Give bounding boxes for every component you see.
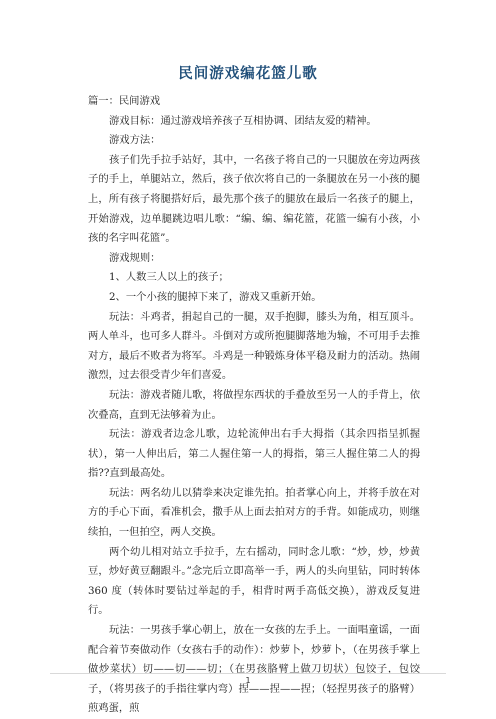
section-heading: 篇一：民间游戏 — [88, 95, 161, 107]
paragraph: 玩法：游戏者边念儿歌，边轮流伸出右手大拇指（其余四指呈抓握状），第一人伸出后，第二人握住第一人的拇指，第三人握住第二人的拇指??直到最高处。 — [88, 428, 420, 480]
paragraph: 游戏规则： — [109, 251, 161, 264]
document-body — [88, 92, 420, 719]
paragraph: 玩法：游戏者随儿歌，将做捏东西状的手叠放至另一人的手背上，依次叠高，直到无法够着为止。 — [88, 388, 420, 421]
paragraph: 游戏方法： — [109, 134, 161, 147]
paragraph: 玩法：一男孩手掌心朝上，放在一女孩的左手上。一面唱童谣，一面配合着节奏做动作（女孩右手的动作）：炒萝卜，炒萝卜，（在男孩手掌上做炒菜状）切——切——切；（在男孩胳臂上做刀切状）包饺子，包饺子，（将男孩子的手指往掌内弯）捏——捏——捏；（轻捏男孩子的胳臂）煎鸡蛋，煎 — [88, 624, 420, 715]
paragraph: 孩子们先手拉手站好，其中，一名孩子将自己的一只腿放在旁边两孩子的手上，单腿站立，然后，孩子依次将自己的一条腿放在另一小孩的腿上，所有孩子将腿搭好后，最先那个孩子的腿放在最后一名孩子的腿上，开始游戏，边单腿跳边唱儿歌：“编、编、编花篮，花篮一编有小孩，小孩的名字叫花篮”。 — [88, 153, 420, 245]
paragraph: 游戏目标：通过游戏培养孩子互相协调、团结友爱的精神。 — [109, 114, 377, 127]
paragraph: 1、人数三人以上的孩子； — [109, 271, 229, 284]
paragraph: 2、一个小孩的腿掉下来了，游戏又重新开始。 — [109, 290, 322, 303]
document-title: 民间游戏编花篮儿歌 — [178, 66, 318, 82]
paragraph: 玩法：斗鸡者，捐起自己的一腿，双手抱脚，膝头为角，相互顶斗。两人单斗，也可多人群斗。斗倒对方或所抱腿脚落地为输，不可用手去推对方，最后不败者为将军。斗鸡是一种锻炼身体平稳及耐力的活动。热闹激烈，过去很受青少年们喜爱。 — [88, 310, 420, 382]
page-number: 1 — [245, 676, 251, 685]
paragraph: 玩法：两名幼儿以猜拳来决定谁先拍。拍者掌心向上，并将手放在对方的手心下面，看准机会，撒手从上面去拍对方的手背。如能成功，则继续拍，一但拍空，两人交换。 — [88, 486, 420, 539]
footer-divider — [50, 673, 446, 674]
paragraph: 两个幼儿相对站立手拉手，左右摇动，同时念儿歌：“炒，炒，炒黄豆，炒好黄豆翻跟斗。”念完后立即高举一手，两人的头向里钻，同时转体 360 度（转体时要钻过举起的手，相背时两手高低交换），游戏反复进行。 — [88, 545, 420, 617]
